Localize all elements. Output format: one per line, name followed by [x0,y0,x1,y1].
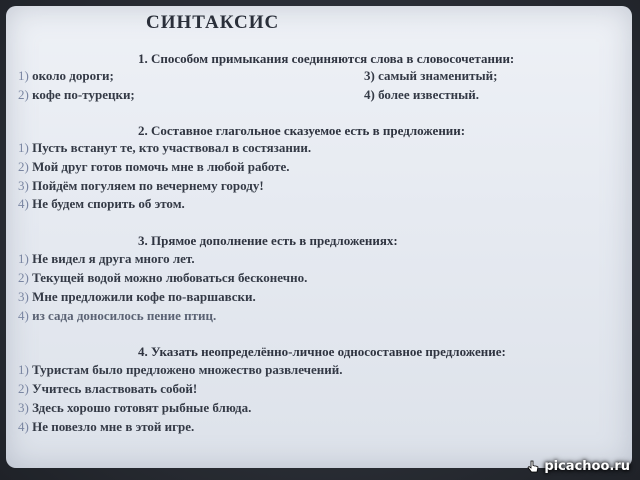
question-4-option-2 [18,381,197,397]
option-text: Не повезло мне в этой игре. [32,419,195,434]
option-number: 2) [18,159,29,174]
question-1-heading: 1. Способом примыкания соединяются слова в словосочетании: [138,51,515,66]
page-title: СИНТАКСИС [146,12,280,33]
question-1-option-3 [364,68,497,84]
question-1-option-4 [364,87,479,103]
hand-pointer-icon [526,460,540,474]
option-text: более известный. [378,87,480,102]
option-text: Не видел я друга много лет. [32,251,195,266]
option-number: 4) [18,308,29,323]
option-number: 3) [364,68,375,83]
option-number: 3) [18,400,29,415]
option-number: 3) [18,178,29,193]
option-text: Мне предложили кофе по-варшавски. [32,289,256,304]
option-number: 4) [18,419,29,434]
question-2-heading: 2. Составное глагольное сказуемое есть в предложении: [138,123,466,138]
question-3-option-2 [18,270,307,286]
option-text: Туристам было предложено множество развлечений. [32,362,343,377]
option-text: Текущей водой можно любоваться бесконечно. [32,270,308,285]
option-number: 1) [18,68,29,83]
option-number: 1) [18,251,29,266]
option-number: 3) [18,289,29,304]
question-3-option-1 [18,251,195,267]
question-3-heading: 3. Прямое дополнение есть в предложениях: [138,233,398,248]
watermark [526,459,630,474]
question-4-heading: 4. Указать неопределённо-личное односоставное предложение: [138,344,506,359]
question-2-option-4 [18,196,185,212]
question-3-option-4 [18,308,216,324]
option-text: Не будем спорить об этом. [32,196,185,211]
option-number: 4) [364,87,375,102]
question-2-option-3 [18,178,264,194]
option-number: 1) [18,140,29,155]
question-4-option-3 [18,400,251,416]
option-text: Мой друг готов помочь мне в любой работе. [32,159,290,174]
option-number: 2) [18,270,29,285]
option-number: 4) [18,196,29,211]
worksheet-paper [6,6,632,468]
question-4-option-1 [18,362,343,378]
option-text: около дороги; [32,68,114,83]
option-text: Здесь хорошо готовят рыбные блюда. [32,400,252,415]
option-text: Пойдём погуляем по вечернему городу! [32,178,264,193]
option-text: кофе по-турецки; [32,87,135,102]
option-text: Пусть встанут те, кто участвовал в состязании. [32,140,312,155]
option-text: самый знаменитый; [378,68,498,83]
question-1-option-2 [18,87,135,103]
option-text: из сада доносилось пение птиц. [32,308,217,323]
watermark-text: picachoo.ru [544,459,630,474]
option-text: Учитесь властвовать собой! [32,381,198,396]
option-number: 2) [18,87,29,102]
option-number: 1) [18,362,29,377]
option-number: 2) [18,381,29,396]
question-2-option-1 [18,140,311,156]
question-3-option-3 [18,289,256,305]
question-1-option-1 [18,68,114,84]
question-4-option-4 [18,419,194,435]
question-2-option-2 [18,159,290,175]
